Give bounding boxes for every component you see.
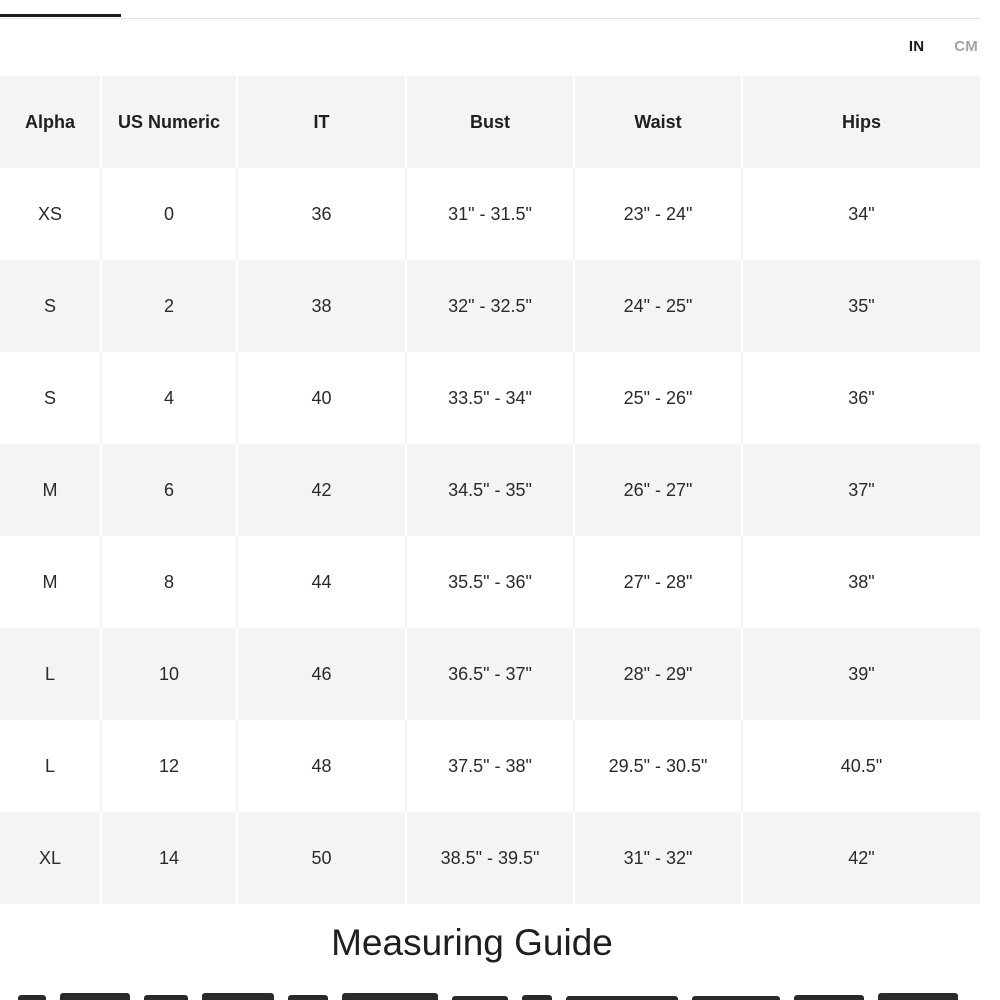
cell-alpha: M xyxy=(0,444,101,536)
cell-bust: 37.5" - 38" xyxy=(406,720,574,812)
cell-bust: 33.5" - 34" xyxy=(406,352,574,444)
cell-alpha: L xyxy=(0,628,101,720)
header-bust: Bust xyxy=(406,76,574,168)
table-row xyxy=(0,628,980,720)
cell-it: 48 xyxy=(237,720,406,812)
table-row xyxy=(0,720,980,812)
cell-it: 38 xyxy=(237,260,406,352)
table-row xyxy=(0,260,980,352)
tab-divider xyxy=(0,18,980,19)
cell-hips: 39" xyxy=(742,628,980,720)
table-row xyxy=(0,168,980,260)
cell-waist: 23" - 24" xyxy=(574,168,742,260)
cell-waist: 24" - 25" xyxy=(574,260,742,352)
size-chart-table xyxy=(0,76,980,904)
cell-us-numeric: 12 xyxy=(101,720,237,812)
cell-it: 44 xyxy=(237,536,406,628)
cell-waist: 27" - 28" xyxy=(574,536,742,628)
cell-alpha: M xyxy=(0,536,101,628)
measuring-guide-title: Measuring Guide xyxy=(331,922,613,963)
cell-bust: 35.5" - 36" xyxy=(406,536,574,628)
cell-bust: 38.5" - 39.5" xyxy=(406,812,574,904)
cell-hips: 34" xyxy=(742,168,980,260)
cell-us-numeric: 4 xyxy=(101,352,237,444)
cell-us-numeric: 0 xyxy=(101,168,237,260)
cell-alpha: XL xyxy=(0,812,101,904)
cell-it: 50 xyxy=(237,812,406,904)
cell-alpha: S xyxy=(0,260,101,352)
cell-alpha: XS xyxy=(0,168,101,260)
cell-waist: 26" - 27" xyxy=(574,444,742,536)
cell-alpha: L xyxy=(0,720,101,812)
cell-hips: 36" xyxy=(742,352,980,444)
cell-hips: 35" xyxy=(742,260,980,352)
table-row xyxy=(0,812,980,904)
cell-us-numeric: 8 xyxy=(101,536,237,628)
table-row xyxy=(0,444,980,536)
active-tab-indicator xyxy=(0,14,121,17)
cell-it: 46 xyxy=(237,628,406,720)
cell-hips: 42" xyxy=(742,812,980,904)
cell-waist: 28" - 29" xyxy=(574,628,742,720)
cell-bust: 31" - 31.5" xyxy=(406,168,574,260)
header-hips: Hips xyxy=(742,76,980,168)
header-us-numeric: US Numeric xyxy=(101,76,237,168)
cell-waist: 31" - 32" xyxy=(574,812,742,904)
cell-bust: 36.5" - 37" xyxy=(406,628,574,720)
cell-bust: 34.5" - 35" xyxy=(406,444,574,536)
cell-alpha: S xyxy=(0,352,101,444)
cell-hips: 38" xyxy=(742,536,980,628)
cell-bust: 32" - 32.5" xyxy=(406,260,574,352)
table-row xyxy=(0,536,980,628)
header-waist: Waist xyxy=(574,76,742,168)
cell-it: 36 xyxy=(237,168,406,260)
table-row xyxy=(0,352,980,444)
cell-us-numeric: 14 xyxy=(101,812,237,904)
cell-waist: 25" - 26" xyxy=(574,352,742,444)
cell-us-numeric: 10 xyxy=(101,628,237,720)
header-alpha: Alpha xyxy=(0,76,101,168)
cut-off-paragraph xyxy=(18,990,978,1000)
cell-hips: 37" xyxy=(742,444,980,536)
unit-in-button[interactable]: IN xyxy=(908,38,925,55)
unit-cm-button[interactable]: CM xyxy=(954,38,978,55)
header-it: IT xyxy=(237,76,406,168)
cell-us-numeric: 6 xyxy=(101,444,237,536)
cell-waist: 29.5" - 30.5" xyxy=(574,720,742,812)
cell-us-numeric: 2 xyxy=(101,260,237,352)
table-header-row xyxy=(0,76,980,168)
cell-it: 42 xyxy=(237,444,406,536)
cell-hips: 40.5" xyxy=(742,720,980,812)
unit-toggle xyxy=(909,38,978,55)
cell-it: 40 xyxy=(237,352,406,444)
